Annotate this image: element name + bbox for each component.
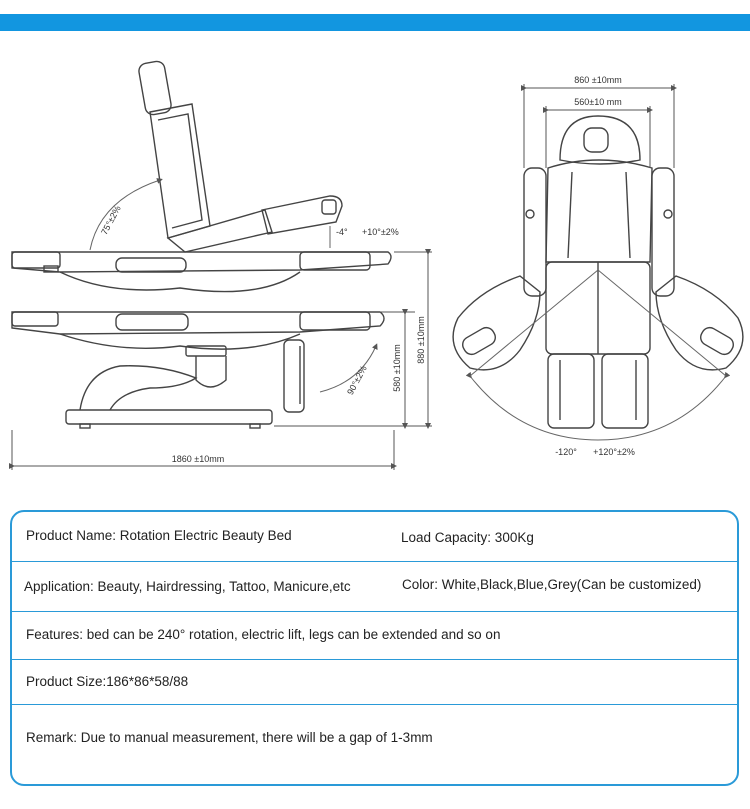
technical-drawing [0,40,750,480]
outer-width-label: 860 ±10mm [574,75,622,85]
backrest-angle-arc [90,180,160,250]
length-dimension-line [12,430,394,470]
spec-row-features [12,612,737,660]
rotation-left-label: -120° [555,447,577,457]
spec-row-remark [12,705,737,784]
spec-table [10,510,739,786]
spec-row-application-color [12,562,737,612]
min-height-label: 580 ±10mm [392,344,402,392]
application-text: Application: Beauty, Hairdressing, Tattoo, Manicure,etc [24,579,351,594]
load-capacity-text: Load Capacity: 300Kg [401,530,534,545]
rotation-right-label: +120°±2% [593,447,635,457]
backrest-angle-label: 75°±2% [99,203,123,237]
remark-text: Remark: Due to manual measurement, there will be a gap of 1-3mm [26,730,433,745]
header-bar [0,14,750,31]
inner-width-label: 560±10 mm [574,97,622,107]
max-height-label: 880 ±10mm [416,316,426,364]
spec-row-name-capacity [12,512,737,562]
features-text: Features: bed can be 240° rotation, electric lift, legs can be extended and so on [26,627,501,642]
chair-reclined-side-view [12,60,391,291]
bed-flat-side-view [12,312,384,428]
product-name-text: Product Name: Rotation Electric Beauty Bed [26,528,292,543]
leg-tilt-plus-label: +10°±2% [362,227,399,237]
length-label: 1860 ±10mm [171,454,225,464]
bed-top-view [453,116,743,428]
leg-tilt-minus-label: -4° [336,227,348,237]
height-dimension-lines [274,252,432,426]
color-text: Color: White,Black,Blue,Grey(Can be customized) [402,577,702,592]
product-size-text: Product Size:186*86*58/88 [26,674,189,689]
spec-row-size [12,660,737,705]
leg-angle-label: 90°±2% [345,363,369,397]
